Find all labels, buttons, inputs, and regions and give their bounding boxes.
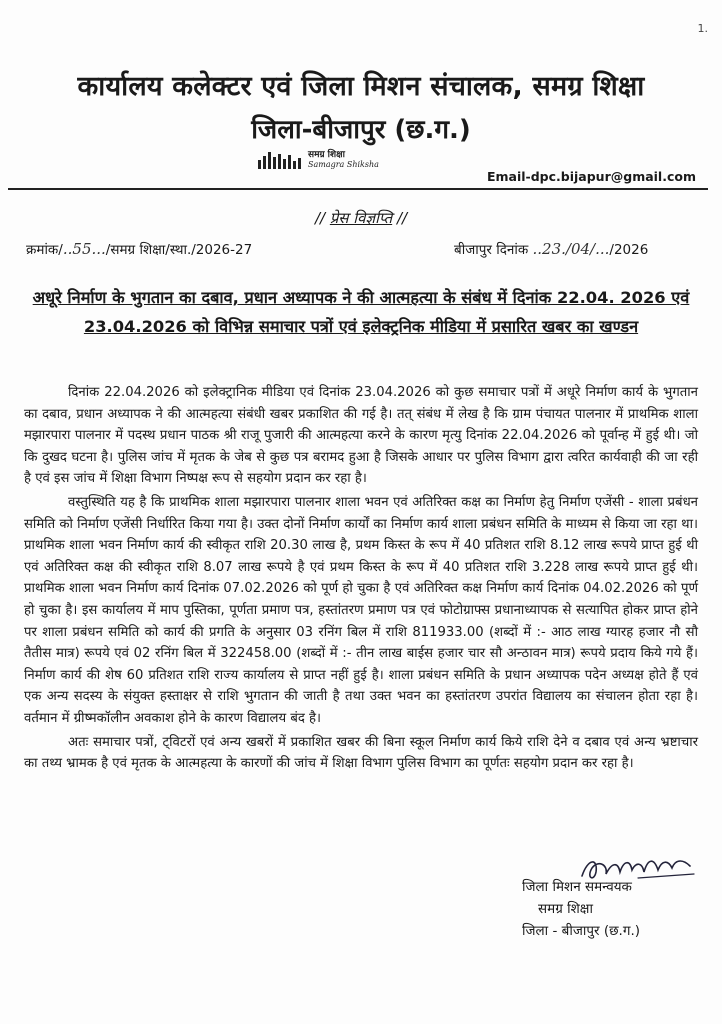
date-handwritten-value: ..23./04/... — [532, 240, 610, 258]
press-release-title — [0, 208, 722, 228]
press-prefix: // — [314, 209, 330, 227]
press-suffix: // — [392, 209, 408, 227]
signatory-block — [522, 876, 640, 942]
body-text — [24, 382, 698, 777]
logo-text-hindi: समग्र शिक्षा — [308, 150, 345, 160]
date-year: /2026 — [609, 242, 649, 258]
press-title-text: प्रेस विज्ञप्ति — [329, 209, 393, 227]
signatory-district: जिला - बीजापुर (छ.ग.) — [522, 923, 640, 939]
paragraph-3: अतः समाचार पत्रों, ट्विटरों एवं अन्य खबरों में प्रकाशित खबर की बिना स्कूल निर्माण कार्य किये राशि देने व दबाव एवं अन्य भ्रष्टाचार का तथ्य भ्रामक है एवं मृतक के आत्महत्या के कारणों की जांच में शिक्षा विभाग पुलिस विभाग का पूर्णतः सहयोग प्रदान कर रहा है। — [24, 734, 698, 772]
logo-text-english: Samagra Shiksha — [308, 160, 379, 169]
reference-handwritten-number: ..55... — [62, 240, 106, 258]
date-label: बीजापुर दिनांक — [454, 242, 533, 258]
district-heading: जिला-बीजापुर (छ.ग.) — [251, 115, 471, 145]
reference-label: क्रमांक/ — [26, 242, 63, 258]
logo-text — [308, 150, 379, 170]
paragraph-1: दिनांक 22.04.2026 को इलेक्ट्रानिक मीडिया एवं दिनांक 23.04.2026 को कुछ समाचार पत्रों में अधूरे निर्माण कार्य के भुगतान का दबाव, प्रधान अध्यापक ने की आत्महत्या संबंधी खबर प्रकाशित की गई है। तत् संबंध में लेख है कि ग्राम पंचायत पालनार में प्राथमिक शाला मझारपारा पालनार में पदस्थ प्रधान पाठक श्री राजू पुजारी की आत्महत्या करने के कारण मृत्यु दिनांक 22.04.2026 को पूर्वान्ह में हुई थी। जो कि दुखद घटना है। पुलिस जांच में मृतक के जेब से कुछ पत्र बरामद हुआ है जिसके आधार पर पुलिस विभाग द्वारा त्वरित कार्यवाही की जा रही है एवं इस जांच में शिक्षा विभाग निष्पक्ष रूप से सहयोग प्रदान कर रहा है। — [24, 385, 698, 487]
paragraph-2: वस्तुस्थिति यह है कि प्राथमिक शाला मझारपारा पालनार शाला भवन एवं अतिरिक्त कक्ष का निर्माण हेतु निर्माण एजेंसी - शाला प्रबंधन समिति को निर्माण एजेंसी निर्धारित किया गया है। उक्त दोनों निर्माण कार्यों का निर्माण कार्य शाला प्रबंधन समिति के माध्यम से किया जा रहा था। प्राथमिक शाला भवन निर्माण कार्य की स्वीकृत राशि 20.30 लाख है, प्रथम किस्त के रूप में 40 प्रतिशत राशि 8.12 लाख रूपये प्राप्त हुई थी एवं अतिरिक्त कक्ष की स्वीकृत राशि 8.07 लाख रूपये है एवं प्रथम किस्त के रूप में 40 प्रतिशत राशि 3.228 लाख रूपये प्राप्त हुई थी। प्राथमिक शाला भवन निर्माण कार्य दिनांक 07.02.2026 को पूर्ण हो चुका है एवं अतिरिक्त कक्ष निर्माण कार्य दिनांक 04.02.2026 को पूर्ण हो चुका है। इस कार्यालय में माप पुस्तिका, पूर्णता प्रमाण पत्र, हस्तांतरण प्रमाण पत्र एवं फोटोग्राफ्स प्रधानाध्यापक से सत्यापित होकर प्राप्त होने पर शाला प्रबंधन समिति को कार्य की प्रगति के अनुसार 03 रनिंग बिल में राशि 811933.00 (शब्दों में :- आठ लाख ग्यारह हजार नौ सौ तैतीस मात्र) रूपये एवं 02 रनिंग बिल में 322458.00 (शब्दों में :- तीन लाख बाईस हजार चार सौ अन्ठावन मात्र) रूपये प्रदाय किये गये हैं। निर्माण कार्य की शेष 60 प्रतिशत राशि राज्य कार्यालय से प्राप्त नहीं हुई है। शाला प्रबंधन समिति के प्रधान अध्यापक पदेन अध्यक्ष होते हैं एवं एक अन्य सदस्य के संयुक्त हस्ताक्षर से राशि भुगतान की जाती है तथा उक्त भवन का हस्तांतरण उपरांत विद्यालय का संचालन होता रहा है। वर्तमान में ग्रीष्मकॉलीन अवकाश होने के कारण विद्यालय बंद है। — [24, 494, 698, 726]
subject-heading: अधूरे निर्माण के भुगतान का दबाव, प्रधान अध्यापक ने की आत्महत्या के संबंध में दिनांक 22.04. 2026 एवं 23.04.2026 को विभिन्न समाचार पत्रों एवं इलेक्ट्रनिक मीडिया में प्रसारित खबर का खण्डन — [32, 288, 690, 336]
signatory-designation: जिला मिशन समन्वयक — [522, 879, 632, 895]
corner-mark: 1. — [697, 22, 708, 35]
issue-date — [454, 240, 648, 258]
logo-bars-icon — [258, 151, 302, 169]
office-email: Email-dpc.bijapur@gmail.com — [486, 169, 696, 184]
samagra-shiksha-logo — [258, 150, 379, 170]
office-heading: कार्यालय कलेक्टर एवं जिला मिशन संचालक, समग्र शिक्षा — [77, 71, 645, 102]
reference-rest: /समग्र शिक्षा/स्था./2026-27 — [105, 242, 253, 258]
reference-number — [26, 240, 252, 258]
signatory-department: समग्र शिक्षा — [538, 901, 593, 917]
header-divider — [8, 188, 708, 190]
